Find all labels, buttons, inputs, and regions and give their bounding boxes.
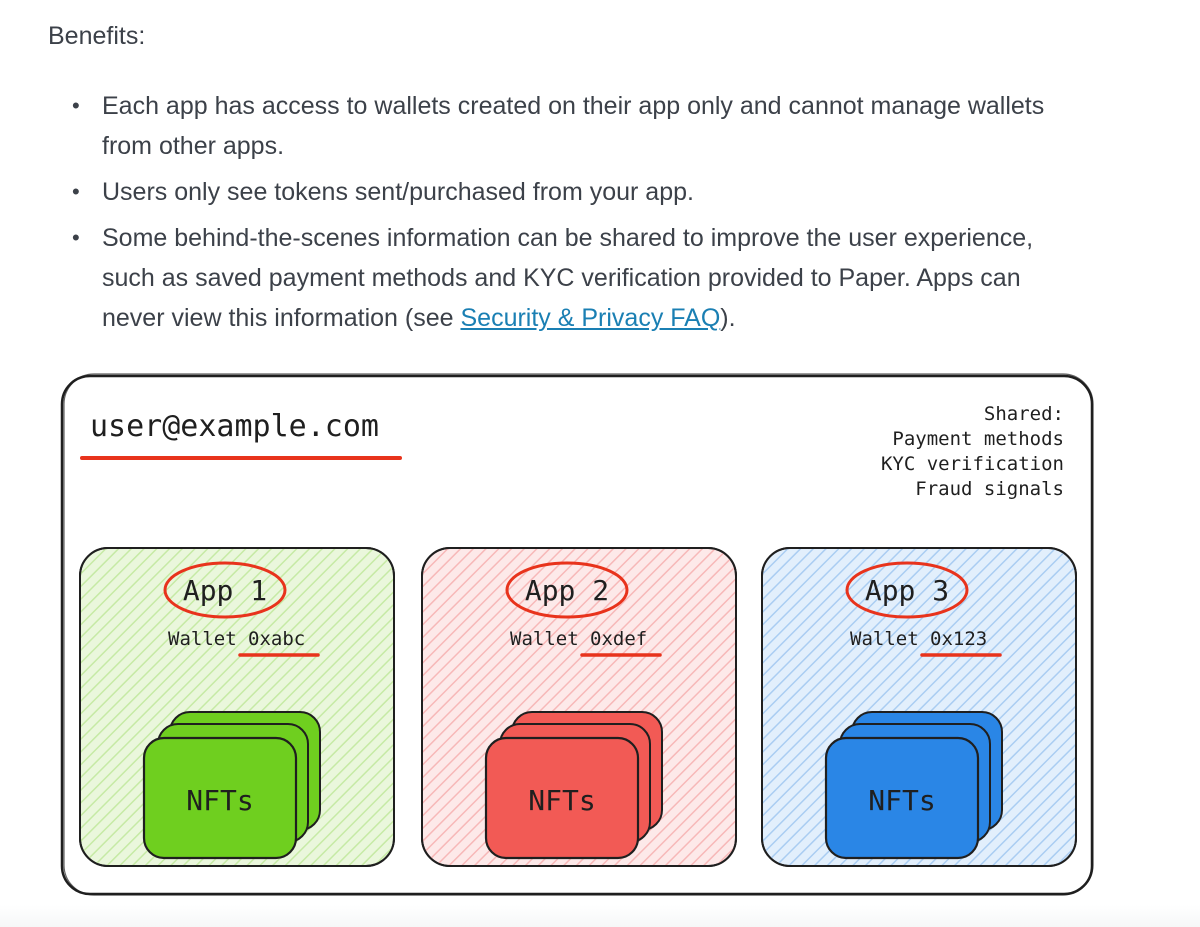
app-name: App 3 [864,574,950,607]
nft-label: NFTs [528,784,596,817]
wallet-label: Wallet [510,628,579,650]
wallet-id: 0xabc [248,628,306,650]
wallet-label: Wallet [168,628,237,650]
benefit-text: Users only see tokens sent/purchased from your app. [102,178,694,206]
bullet-icon: • [72,179,80,204]
benefits-list [72,86,1072,344]
benefit-item [72,218,1072,338]
shared-title: Shared: [983,403,1064,425]
app-1-panel [80,548,394,866]
wallet-id: 0xdef [590,628,648,650]
shared-item: Fraud signals [915,478,1064,500]
nft-label: NFTs [868,784,936,817]
wallet-id: 0x123 [930,628,988,650]
app-name: App 1 [182,574,268,607]
app-name: App 2 [524,574,610,607]
app-3-panel [762,548,1076,866]
benefit-text-end: ). [720,304,736,332]
user-email: user@example.com [90,409,379,444]
shared-item: Payment methods [892,428,1064,450]
bullet-icon: • [72,93,80,118]
benefit-item [72,172,1072,212]
benefit-item [72,86,1072,166]
benefit-text: Some behind-the-scenes information can be shared to improve the user experience, such as saved payment methods and KYC verification provided to Paper. Apps can never view this information (see [102,224,1034,332]
app-2-panel [422,548,736,866]
nft-label: NFTs [186,784,254,817]
security-privacy-faq-link[interactable]: Security & Privacy FAQ [460,304,721,332]
section-heading: Benefits: [48,22,146,50]
bullet-icon: • [72,225,80,250]
bottom-fade [0,905,1200,927]
benefit-text: Each app has access to wallets created on their app only and cannot manage wallets from other apps. [102,92,1045,160]
shared-item: KYC verification [880,453,1064,475]
wallet-isolation-diagram [58,372,1098,900]
wallet-label: Wallet [850,628,919,650]
